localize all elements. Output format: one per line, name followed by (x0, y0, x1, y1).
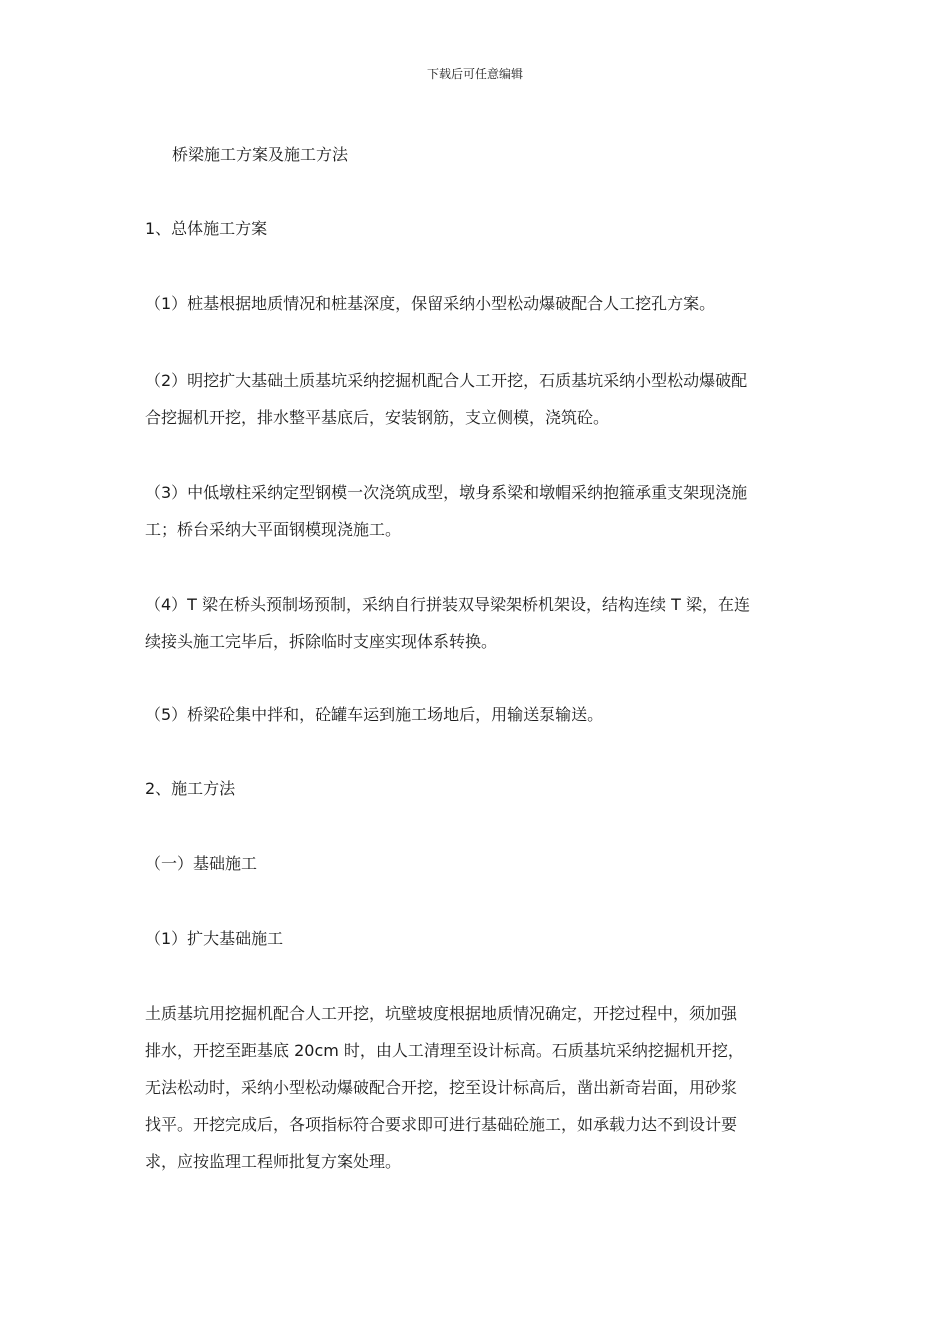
body-paragraph-line-3: 无法松动时，采纳小型松动爆破配合开挖，挖至设计标高后，凿出新奇岩面，用砂浆 (145, 1078, 738, 1097)
plan-item-2 (145, 362, 817, 436)
plan-item-3-line-2: 工；桥台采纳大平面钢模现浇施工。 (145, 520, 402, 539)
body-paragraph-line-4: 找平。开挖完成后，各项指标符合要求即可进行基础砼施工，如承载力达不到设计要 (145, 1115, 738, 1134)
body-paragraph (145, 995, 817, 1180)
body-paragraph-line-1: 土质基坑用挖掘机配合人工开挖，坑壁坡度根据地质情况确定，开挖过程中，须加强 (145, 1004, 738, 1023)
plan-item-1: （1）桩基根据地质情况和桩基深度，保留采纳小型松动爆破配合人工挖孔方案。 (145, 294, 716, 313)
body-paragraph-line-2: 排水，开挖至距基底 20cm 时，由人工清理至设计标高。石质基坑采纳挖掘机开挖， (145, 1041, 744, 1060)
section-heading-overall-plan: 1、总体施工方案 (145, 219, 268, 238)
header-note: 下载后可任意编辑 (426, 67, 523, 81)
plan-item-4-line-1: （4）T 梁在桥头预制场预制，采纳自行拼装双导梁架桥机架设，结构连续 T 梁，在连 (145, 595, 750, 614)
plan-item-2-line-2: 合挖掘机开挖，排水整平基底后，安装钢筋，支立侧模，浇筑砼。 (145, 408, 610, 427)
plan-item-2-line-1: （2）明挖扩大基础土质基坑采纳挖掘机配合人工开挖，石质基坑采纳小型松动爆破配 (145, 371, 748, 390)
subsection-heading-foundation: （一）基础施工 (145, 854, 258, 873)
plan-item-4-line-2: 续接头施工完毕后，拆除临时支座实现体系转换。 (145, 632, 498, 651)
subitem-heading-spread-foundation: （1）扩大基础施工 (145, 929, 284, 948)
body-paragraph-line-5: 求，应按监理工程师批复方案处理。 (145, 1152, 402, 1171)
plan-item-3 (145, 474, 817, 548)
section-heading-methods: 2、施工方法 (145, 779, 236, 798)
plan-item-5: （5）桥梁砼集中拌和，砼罐车运到施工场地后，用输送泵输送。 (145, 705, 604, 724)
plan-item-4 (145, 586, 817, 660)
plan-item-3-line-1: （3）中低墩柱采纳定型钢模一次浇筑成型，墩身系梁和墩帽采纳抱箍承重支架现浇施 (145, 483, 748, 502)
document-title: 桥梁施工方案及施工方法 (172, 145, 349, 164)
